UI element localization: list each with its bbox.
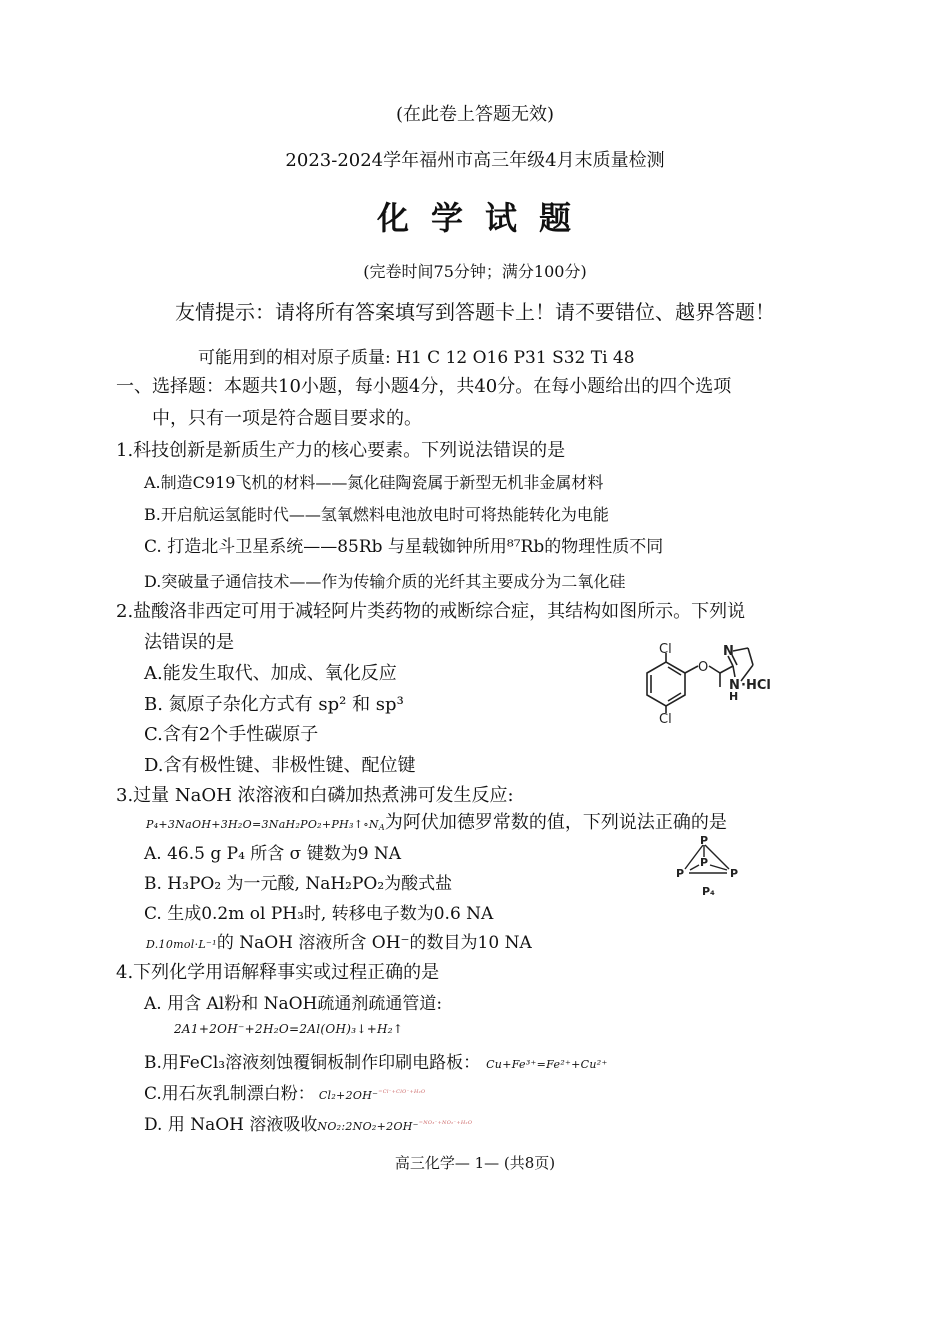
nitrogen-bottom-label: N (729, 678, 740, 693)
invalid-note: (在此卷上答题无效) (395, 104, 555, 125)
option-b: B.开启航运氢能时代——氢氧燃料电池放电时可将热能转化为电能 (144, 505, 609, 524)
option-c: C. 打造北斗卫星系统——85Rb 与星载铷钟所用⁸⁷Rb的物理性质不同 (144, 537, 664, 557)
question-stem: 3.过量 NaOH 浓溶液和白磷加热煮沸可发生反应: (116, 785, 514, 806)
option-b-equation: Cu+Fe³⁺=Fe²⁺+Cu²⁺ (486, 1058, 608, 1071)
option-a: A. 46.5 g P₄ 所含 σ 键数为9 NA (144, 844, 402, 864)
option-a: A. 用含 Al粉和 NaOH疏通剂疏通管道: (144, 994, 443, 1014)
option-c: C. 生成0.2m ol PH₃时, 转移电子数为0.6 NA (144, 904, 494, 924)
reaction-equation: P₄+3NaOH+3H₂O=3NaH₂PO₂+PH₃↑∘N (146, 818, 379, 831)
option-d-equation: NO₂:2NO₂+2OH⁻ (317, 1120, 419, 1133)
question-stem-cont: 法错误的是 (144, 632, 234, 653)
option-d: D.含有极性键、非极性键、配位键 (144, 755, 416, 776)
phosphorus-left-label: P (676, 867, 685, 880)
hcl-label: ·HCl (741, 678, 771, 693)
option-a-equation: 2A1+2OH⁻+2H₂O=2Al(OH)₃↓+H₂↑ (174, 1022, 404, 1036)
option-d-equation-superscript: =NO₃⁻+NO₂⁻+H₂O (418, 1120, 473, 1126)
phosphorus-right-label: P (730, 867, 739, 880)
option-c-equation: Cl₂+2OH⁻ (318, 1089, 379, 1102)
option-d (146, 928, 532, 953)
lofexidine-structure-diagram (625, 643, 785, 723)
option-b: B. H₃PO₂ 为一元酸, NaH₂PO₂为酸式盐 (144, 874, 453, 894)
p4-tetrahedron-diagram (672, 833, 752, 899)
section-heading-cont: 中，只有一项是符合题目要求的。 (152, 408, 422, 429)
option-a: A.制造C919飞机的材料——氮化硅陶瓷属于新型无机非金属材料 (144, 473, 604, 492)
nitrogen-top-label: N (723, 644, 734, 659)
chlorine-top-label: Cl (659, 643, 672, 657)
oxygen-label: O (698, 660, 709, 675)
phosphorus-center-label: P (700, 856, 709, 869)
equation-tail: 为阿伏加德罗常数的值，下列说法正确的是 (384, 812, 727, 833)
atomic-masses: 可能用到的相对原子质量: H1 C 12 O16 P31 S32 Ti 48 (198, 348, 635, 368)
option-d (144, 1110, 472, 1135)
concentration-formula: D.10mol·L⁻¹ (146, 938, 217, 951)
option-b-text: B.用FeCl₃溶液刻蚀覆铜板制作印刷电路板： (144, 1053, 481, 1073)
question-stem: 2.盐酸洛非西定可用于减轻阿片类药物的戒断综合症，其结构如图所示。下列说 (116, 601, 746, 622)
p4-caption: P₄ (702, 885, 715, 898)
friendly-tip: 友情提示：请将所有答案填写到答题卡上！请不要错位、越界答题！ (175, 300, 775, 324)
option-b (144, 1048, 608, 1073)
option-d: D.突破量子通信技术——作为传输介质的光纤其主要成分为二氧化硅 (144, 572, 626, 591)
option-a: A.能发生取代、加成、氧化反应 (144, 663, 397, 684)
question-stem: 1.科技创新是新质生产力的核心要素。下列说法错误的是 (116, 440, 566, 461)
phosphorus-top-label: P (700, 834, 709, 847)
exam-name: 2023-2024学年福州市高三年级4月末质量检测 (285, 150, 665, 171)
time-info: (完卷时间75分钟；满分100分) (363, 262, 587, 281)
subject-title: 化学试题 (376, 199, 593, 237)
page-footer: 高三化学— 1— (共8页) (394, 1154, 556, 1172)
option-c: C.含有2个手性碳原子 (144, 724, 319, 745)
option-c-equation-superscript: =Cl⁻+ClO⁻+H₂O (378, 1089, 426, 1095)
option-d-text: D. 用 NaOH 溶液吸收 (144, 1115, 318, 1135)
section-heading: 一、选择题：本题共10小题，每小题4分，共40分。在每小题给出的四个选项 (116, 376, 732, 397)
hydrogen-label: H (729, 690, 739, 703)
option-d-text: 的 NaOH 溶液所含 OH⁻的数目为10 NA (216, 933, 532, 953)
option-b: B. 氮原子杂化方式有 sp² 和 sp³ (144, 694, 404, 715)
option-c-text: C.用石灰乳制漂白粉： (144, 1084, 315, 1104)
equation-subscript: A (378, 823, 385, 832)
option-c (144, 1079, 425, 1104)
chlorine-bottom-label: Cl (659, 712, 672, 723)
reaction-equation-line (146, 808, 727, 834)
question-stem: 4.下列化学用语解释事实或过程正确的是 (116, 962, 440, 983)
